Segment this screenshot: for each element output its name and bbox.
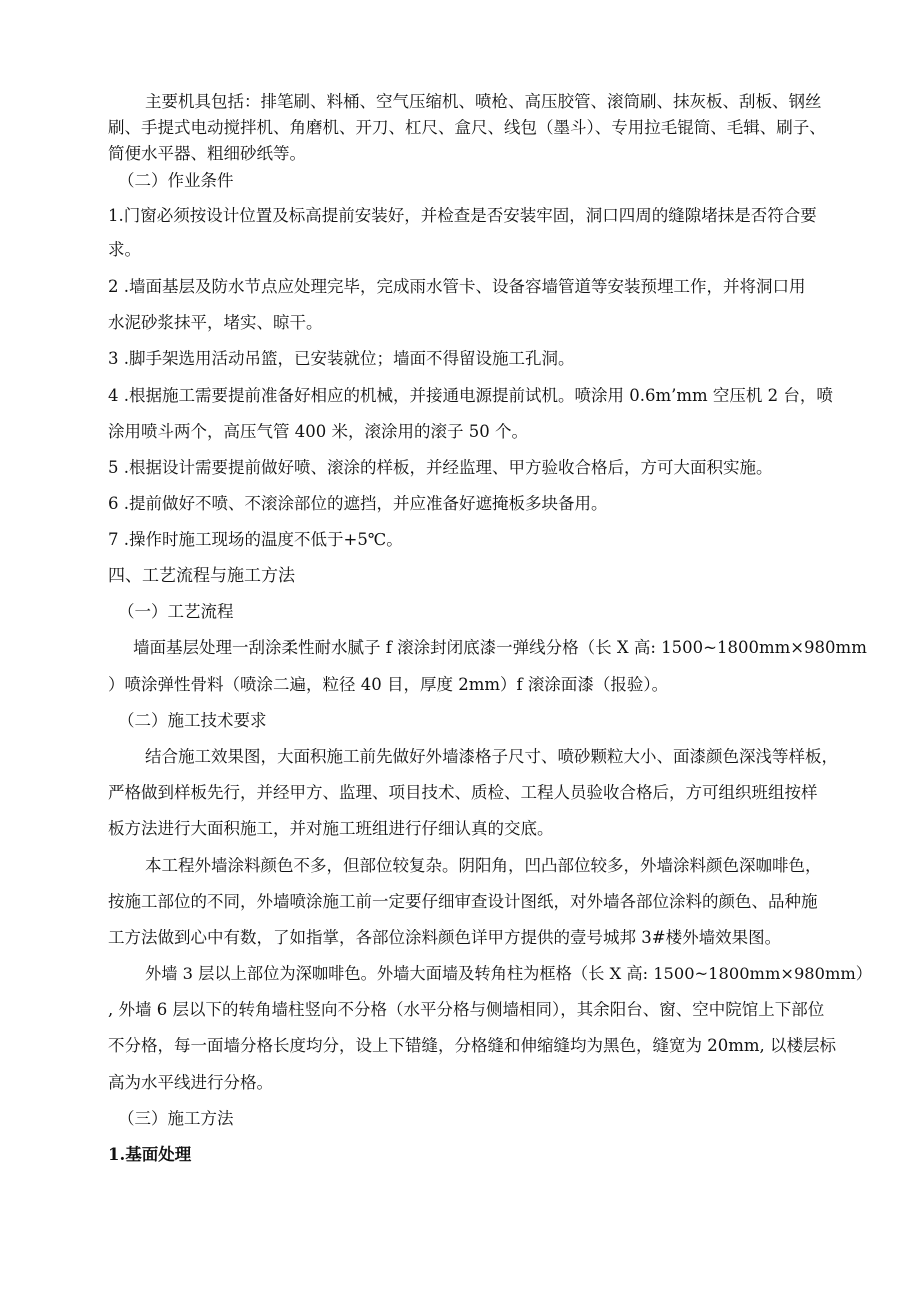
para2-line-2: 按施工部位的不同，外墙喷涂施工前一定要仔细审查设计图纸，对外墙各部位涂料的颜色、品种施 (108, 892, 818, 911)
subsection-title-methods: （三）施工方法 (118, 1109, 234, 1128)
para1-line-3: 板方法进行大面积施工，并对施工班组进行仔细认真的交底。 (108, 819, 554, 838)
tools-line-1: 主要机具包括：排笔刷、料桶、空气压缩机、喷枪、高压胶管、滚筒刷、抹灰板、刮板、钢丝 (145, 92, 822, 111)
tools-line-3: 简便水平器、粗细砂纸等。 (108, 144, 306, 163)
condition-4-line-1: 4 .根据施工需要提前准备好相应的机械，并接通电源提前试机。喷涂用 0.6m’mm 空压机 2 台，喷 (108, 386, 833, 405)
para1-line-2: 严格做到样板先行，并经甲方、监理、项目技术、质检、工程人员验收合格后，方可组织班组按样 (108, 783, 818, 802)
tools-line-2: 刷、手提式电动搅拌机、角磨机、开刀、杠尺、盒尺、线包（墨斗）、专用拉毛锟筒、毛辑、刷子、 (108, 118, 826, 137)
condition-7: 7 .操作时施工现场的温度不低于+5℃。 (108, 530, 403, 549)
flow-line-1: 墙面基层处理一刮涂柔性耐水腻子 f 滚涂封闭底漆一弹线分格（长 X 高: 1500~1800mm×980mm (133, 638, 867, 657)
section-title-work-conditions: （二）作业条件 (118, 171, 234, 190)
condition-3: 3 .脚手架选用活动吊篮，已安装就位；墙面不得留设施工孔洞。 (108, 349, 575, 368)
condition-2-line-1: 2 .墙面基层及防水节点应处理完毕，完成雨水管卡、设备容墙管道等安装预埋工作，并将洞口用 (108, 277, 806, 296)
para3-line-2: , 外墙 6 层以下的转角墙柱竖向不分格（水平分格与侧墙相同），其余阳台、窗、空中院馆上下部位 (108, 1000, 825, 1019)
condition-1-line-2: 求。 (108, 240, 141, 259)
para2-line-3: 工方法做到心中有数，了如指掌，各部位涂料颜色详甲方提供的壹号城邦 3#楼外墙效果图。 (108, 928, 782, 947)
condition-1-line-1: 1.门窗必须按设计位置及标高提前安装好，并检查是否安装牢固，洞口四周的缝隙堵抹是否符合要 (108, 206, 817, 225)
para3-line-4: 高为水平线进行分格。 (108, 1073, 273, 1092)
item-title-base-treatment: 1.基面处理 (108, 1145, 192, 1164)
flow-line-2: ）喷涂弹性骨料（喷涂二遍，粒径 40 目，厚度 2mm）f 滚涂面漆（报验）。 (108, 675, 669, 694)
subsection-title-tech-requirements: （二）施工技术要求 (118, 711, 267, 730)
para2-line-1: 本工程外墙涂料颜色不多，但部位较复杂。阴阳角，凹凸部位较多，外墙涂料颜色深咖啡色， (145, 856, 822, 875)
section-title-process: 四、工艺流程与施工方法 (108, 566, 295, 586)
para3-line-1: 外墙 3 层以上部位为深咖啡色。外墙大面墙及转角柱为框格（长 X 高: 1500~1800mm×980mm） (145, 964, 873, 983)
subsection-title-flow: （一）工艺流程 (118, 602, 234, 621)
condition-5: 5 .根据设计需要提前做好喷、滚涂的样板，并经监理、甲方验收合格后，方可大面积实施。 (108, 458, 773, 477)
para3-line-3: 不分格，每一面墙分格长度均分，设上下错缝，分格缝和伸缩缝均为黑色，缝宽为 20mm, 以楼层标 (108, 1036, 837, 1055)
condition-6: 6 .提前做好不喷、不滚涂部位的遮挡，并应准备好遮掩板多块备用。 (108, 494, 608, 513)
condition-4-line-2: 涂用喷斗两个，高压气管 400 米，滚涂用的滚子 50 个。 (108, 422, 528, 441)
para1-line-1: 结合施工效果图，大面积施工前先做好外墙漆格子尺寸、喷砂颗粒大小、面漆颜色深浅等样板， (145, 747, 838, 766)
condition-2-line-2: 水泥砂浆抹平，堵实、晾干。 (108, 313, 323, 332)
